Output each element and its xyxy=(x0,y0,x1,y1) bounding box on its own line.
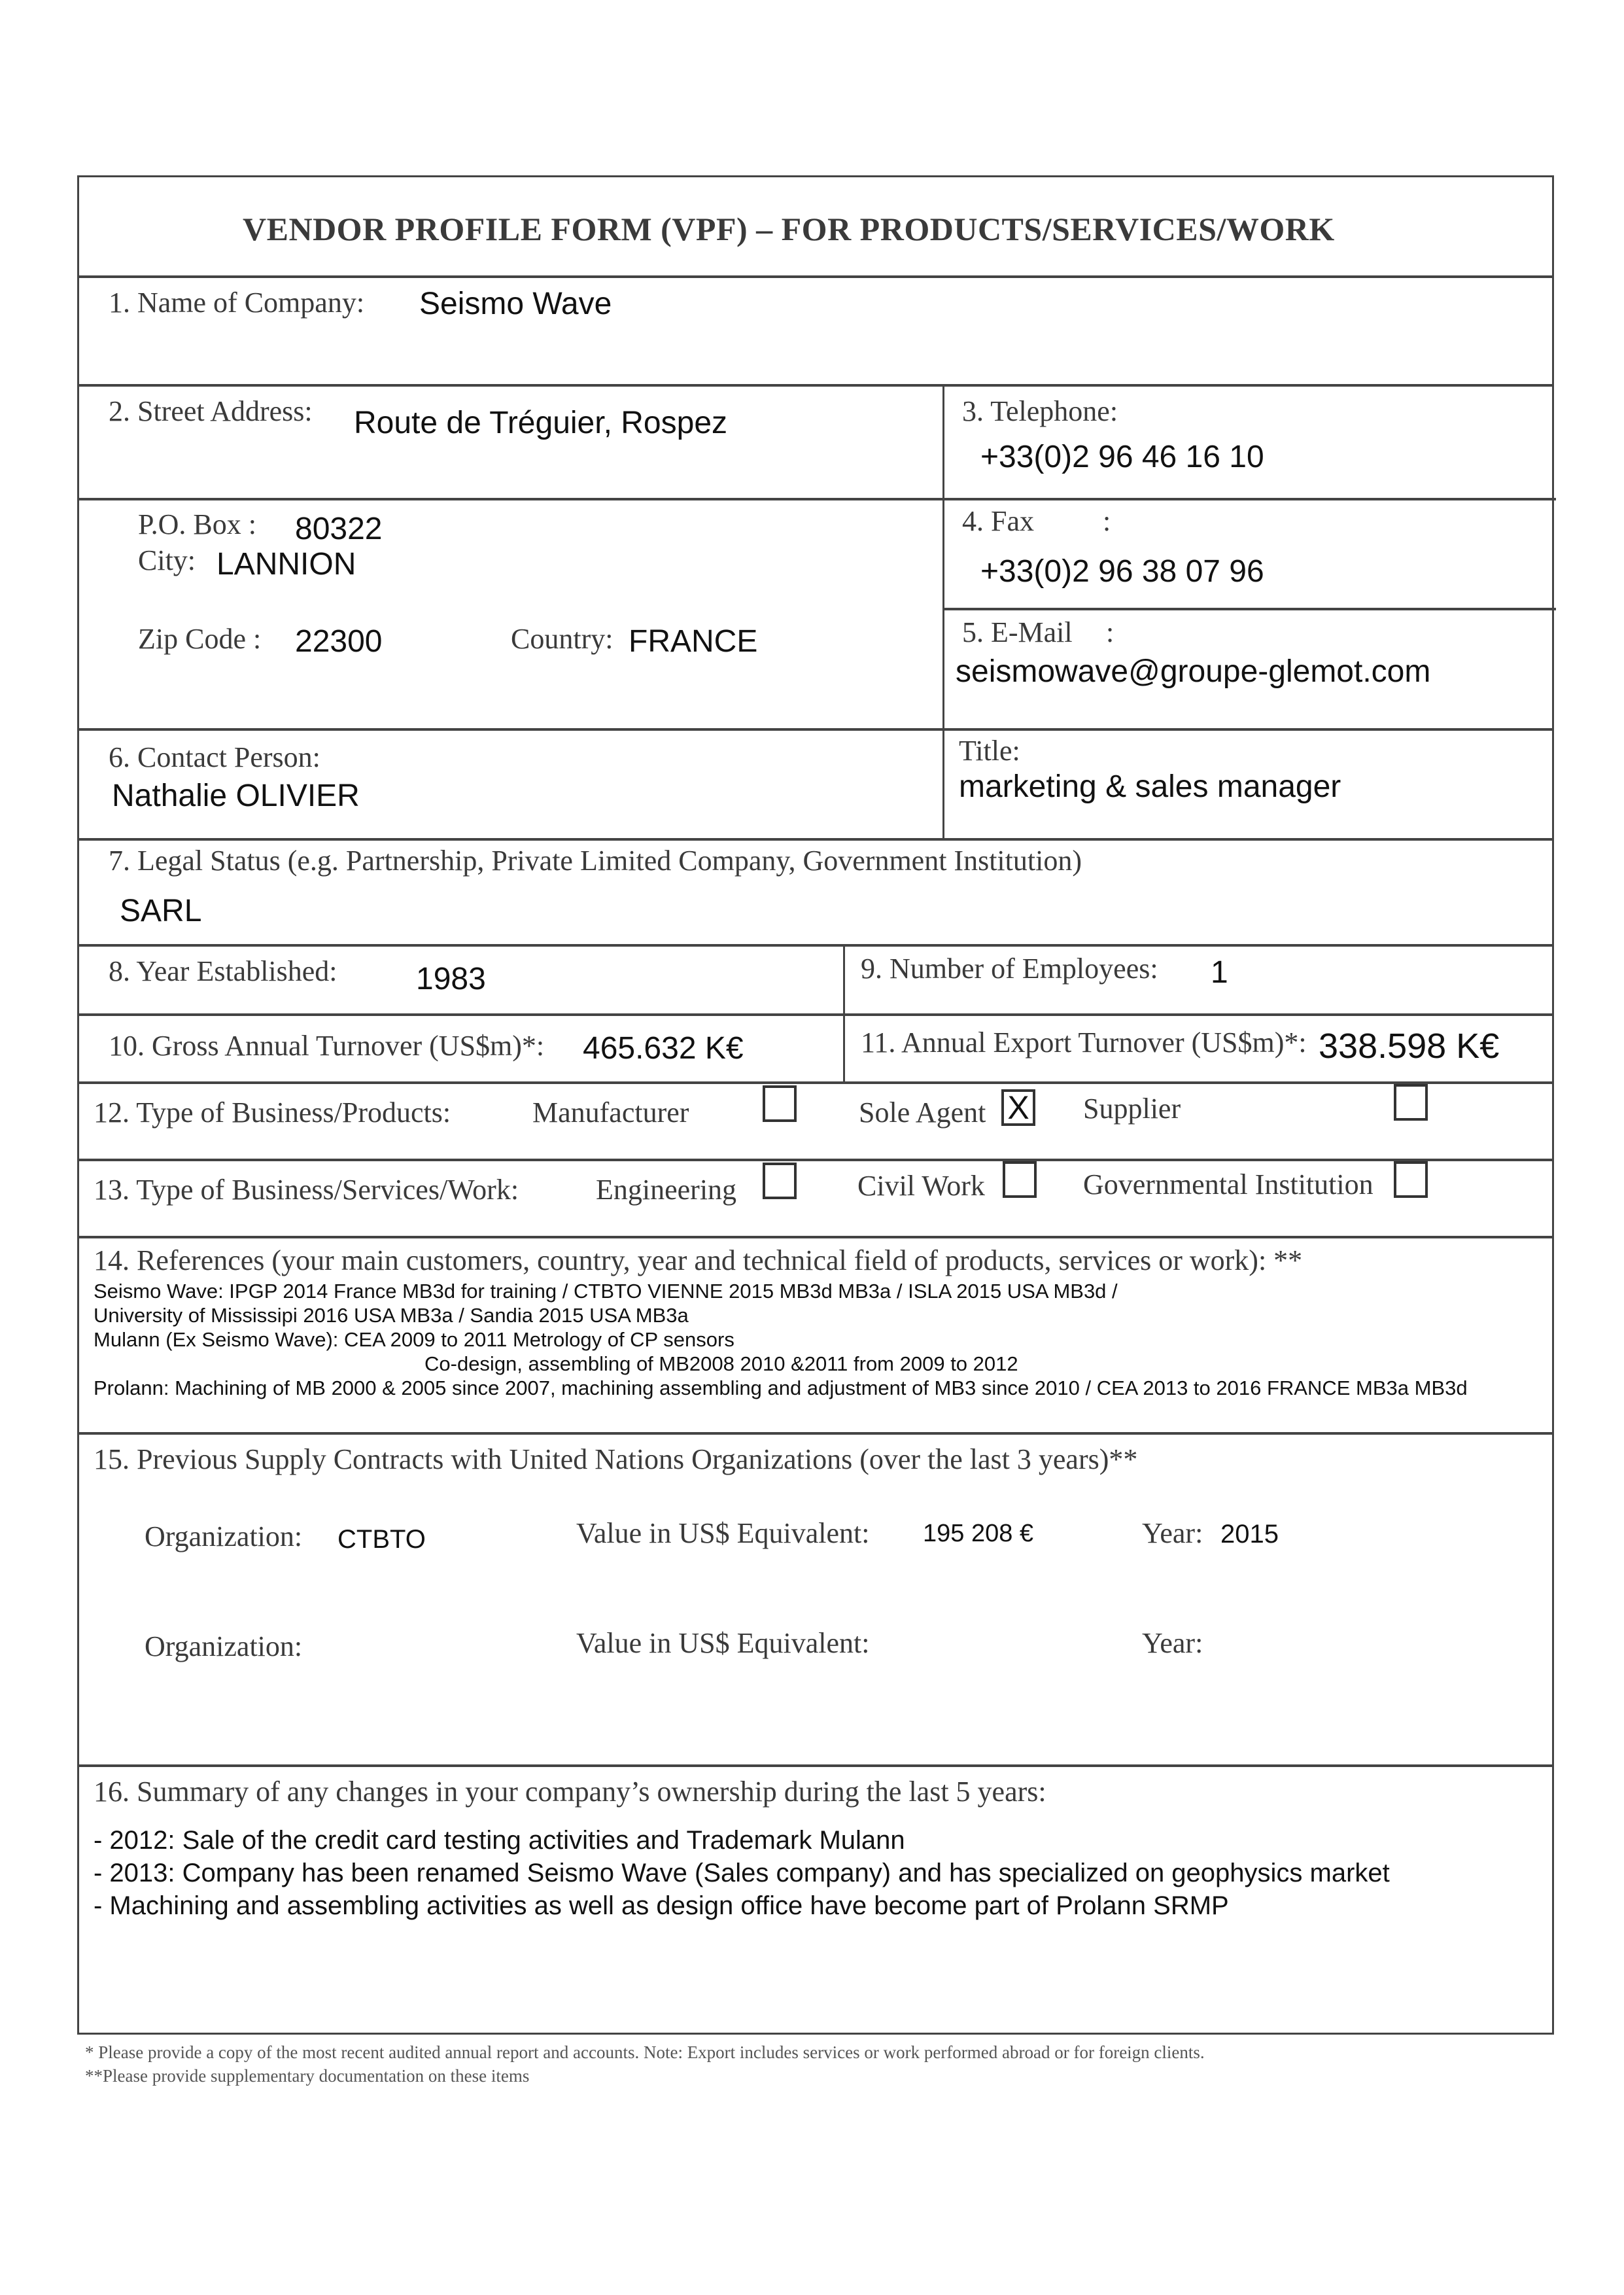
email-colon: : xyxy=(1106,616,1114,648)
company-name-field[interactable]: Seismo Wave xyxy=(419,287,612,321)
manufacturer-checkbox[interactable] xyxy=(763,1085,797,1122)
engineering-checkbox[interactable] xyxy=(763,1163,797,1199)
org-label: Organization: xyxy=(145,1520,303,1552)
value-label: Value in US$ Equivalent: xyxy=(576,1517,870,1549)
section-references xyxy=(79,1236,1552,1399)
section-turnover xyxy=(79,1013,1552,1084)
business-services-label: 13. Type of Business/Services/Work: xyxy=(94,1174,519,1206)
country-label: Country: xyxy=(511,623,613,655)
section-year-employees xyxy=(79,944,1552,1016)
reference-line: Prolann: Machining of MB 2000 & 2005 since 2007, machining assembling and adjustment of MB3 since 2010 / CEA 2013 to 2016 FRANCE MB3a MB3d xyxy=(94,1376,1468,1399)
legal-status-field[interactable]: SARL xyxy=(120,894,202,928)
reference-line: Seismo Wave: IPGP 2014 France MB3d for training / CTBTO VIENNE 2015 MB3d MB3a / ISLA 2015 USA MB3d / xyxy=(94,1280,1118,1303)
value-label: Value in US$ Equivalent: xyxy=(576,1627,870,1659)
fax-field[interactable]: +33(0)2 96 38 07 96 xyxy=(980,554,1264,589)
ownership-line: - Machining and assembling activities as well as design office have become part of Prolann SRMP xyxy=(94,1891,1229,1920)
street-address-field[interactable]: Route de Tréguier, Rospez xyxy=(354,406,728,440)
supply-contracts-label: 15. Previous Supply Contracts with United Nations Organizations (over the last 3 years)** xyxy=(94,1443,1138,1475)
ownership-line: - 2012: Sale of the credit card testing activities and Trademark Mulann xyxy=(94,1826,905,1855)
option-sole-agent-label: Sole Agent xyxy=(859,1096,986,1129)
business-products-label: 12. Type of Business/Products: xyxy=(94,1096,451,1129)
footnote: **Please provide supplementary documentation on these items xyxy=(85,2066,530,2086)
gross-turnover-field[interactable]: 465.632 K€ xyxy=(583,1031,744,1066)
zip-code-field[interactable]: 22300 xyxy=(295,624,383,659)
column-divider xyxy=(843,947,845,1016)
form-title: VENDOR PROFILE FORM (VPF) – FOR PRODUCTS/SERVICES/WORK xyxy=(243,211,1335,247)
governmental-checkbox[interactable] xyxy=(1394,1161,1428,1198)
city-label: City: xyxy=(138,544,196,576)
telephone-label: 3. Telephone: xyxy=(962,395,1118,427)
street-address-label: 2. Street Address: xyxy=(109,395,313,427)
option-governmental-label: Governmental Institution xyxy=(1083,1168,1373,1200)
section-legal-status xyxy=(79,838,1552,946)
contact-person-label: 6. Contact Person: xyxy=(109,741,320,773)
divider xyxy=(79,498,942,500)
city-field[interactable]: LANNION xyxy=(216,547,356,582)
vendor-profile-form xyxy=(77,175,1554,2035)
option-supplier-label: Supplier xyxy=(1083,1093,1181,1125)
employees-field[interactable]: 1 xyxy=(1211,955,1228,990)
email-label: 5. E-Mail xyxy=(962,616,1073,648)
section-business-services xyxy=(79,1159,1552,1237)
divider xyxy=(942,498,1556,500)
employees-label: 9. Number of Employees: xyxy=(861,953,1158,985)
year-established-field[interactable]: 1983 xyxy=(416,962,486,996)
section-supply-contracts xyxy=(79,1432,1552,1746)
contact-title-field[interactable]: marketing & sales manager xyxy=(959,769,1341,804)
ownership-line: - 2013: Company has been renamed Seismo Wave (Sales company) and has specialized on geophysics market xyxy=(94,1859,1390,1887)
year-label: Year: xyxy=(1142,1627,1203,1659)
email-field[interactable]: seismowave@groupe-glemot.com xyxy=(956,654,1431,689)
po-box-label: P.O. Box : xyxy=(138,508,256,540)
column-divider xyxy=(942,731,944,841)
reference-line: Mulann (Ex Seismo Wave): CEA 2009 to 2011 Metrology of CP sensors xyxy=(94,1328,734,1351)
option-civil-work-label: Civil Work xyxy=(857,1170,985,1202)
company-name-label: 1. Name of Company: xyxy=(109,287,365,319)
column-divider xyxy=(942,387,944,731)
gross-turnover-label: 10. Gross Annual Turnover (US$m)*: xyxy=(109,1030,545,1062)
fax-colon: : xyxy=(1103,505,1111,537)
po-box-field[interactable]: 80322 xyxy=(295,512,383,546)
references-label: 14. References (your main customers, country, year and technical field of products, services or work): ** xyxy=(94,1244,1303,1276)
export-turnover-field[interactable]: 338.598 K€ xyxy=(1319,1026,1500,1066)
fax-label: 4. Fax xyxy=(962,505,1034,537)
org-field[interactable]: CTBTO xyxy=(337,1525,426,1554)
reference-line: University of Mississipi 2016 USA MB3a / Sandia 2015 USA MB3a xyxy=(94,1304,689,1327)
divider xyxy=(942,608,1556,610)
export-turnover-label: 11. Annual Export Turnover (US$m)*: xyxy=(861,1026,1307,1059)
section-contact-person xyxy=(79,728,1552,841)
contact-person-field[interactable]: Nathalie OLIVIER xyxy=(112,779,360,813)
civil-work-checkbox[interactable] xyxy=(1003,1161,1037,1198)
year-label: Year: xyxy=(1142,1517,1203,1549)
section-company-name xyxy=(79,275,1552,387)
section-ownership-changes xyxy=(79,1764,1552,2037)
contact-title-label: Title: xyxy=(959,735,1020,767)
section-business-products xyxy=(79,1081,1552,1160)
ownership-label: 16. Summary of any changes in your company’s ownership during the last 5 years: xyxy=(94,1776,1046,1808)
country-field[interactable]: FRANCE xyxy=(629,624,758,659)
year-field[interactable]: 2015 xyxy=(1220,1520,1279,1549)
section-address-contact xyxy=(79,384,1552,731)
legal-status-label: 7. Legal Status (e.g. Partnership, Private Limited Company, Government Institution) xyxy=(109,845,1082,877)
year-established-label: 8. Year Established: xyxy=(109,955,337,987)
telephone-field[interactable]: +33(0)2 96 46 16 10 xyxy=(980,440,1264,474)
org-label: Organization: xyxy=(145,1630,303,1662)
option-engineering-label: Engineering xyxy=(596,1174,737,1206)
column-divider xyxy=(843,1016,845,1084)
sole-agent-checkbox[interactable]: X xyxy=(1001,1089,1035,1126)
zip-code-label: Zip Code : xyxy=(138,623,262,655)
supplier-checkbox[interactable] xyxy=(1394,1084,1428,1121)
value-field[interactable]: 195 208 € xyxy=(923,1520,1034,1547)
reference-line: Co-design, assembling of MB2008 2010 &2011 from 2009 to 2012 xyxy=(424,1352,1018,1375)
option-manufacturer-label: Manufacturer xyxy=(532,1096,689,1129)
footnote: * Please provide a copy of the most recent audited annual report and accounts. Note: Export includes services or work performed abroad or for foreign clients. xyxy=(85,2042,1205,2062)
